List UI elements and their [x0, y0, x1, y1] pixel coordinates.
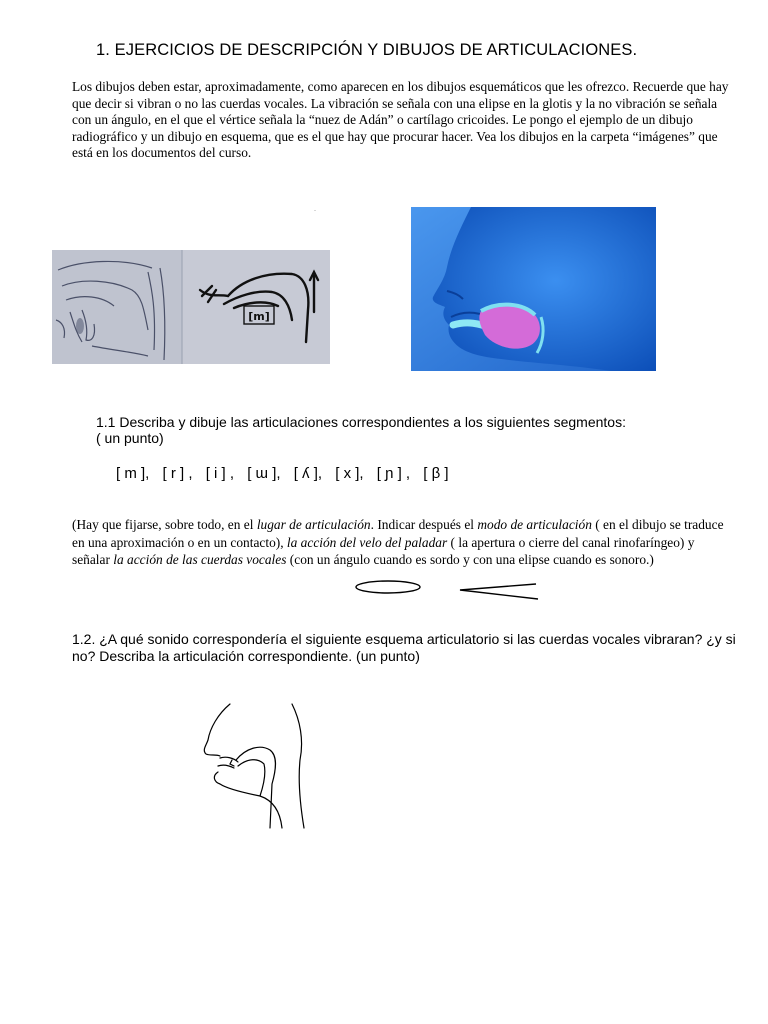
note-emphasis: lugar de articulación: [256, 517, 371, 532]
question-1-2-text: 1.2. ¿A qué sonido correspondería el siguiente esquema articulatorio si las cuerdas vocales vibraran? ¿y si no? Describa la articulación correspondiente. (un punto): [72, 631, 736, 664]
intro-paragraph: [72, 79, 732, 162]
instructions-note: [72, 516, 732, 569]
segment-item: [ i ] ,: [205, 465, 235, 482]
articulatory-schema-drawing: [200, 700, 310, 832]
note-part: (Hay que fijarse, sobre todo, en el: [72, 517, 257, 532]
segment-item: [ ɯ ],: [247, 465, 281, 482]
note-part: ( en el dibujo se traduce en una aproximación o en un contacto),: [72, 517, 724, 550]
segment-list: [116, 465, 576, 482]
segment-item: [ r ] ,: [162, 465, 193, 482]
question-1-2: [72, 631, 742, 665]
radiograph-and-schema-image: [52, 250, 330, 364]
question-1-1-text: 1.1 Describa y dibuje las articulaciones correspondientes a los siguientes segmentos:: [96, 414, 626, 430]
note-part: ( la apertura o cierre del canal rinofaríngeo) y señalar: [72, 534, 695, 567]
segment-item: [ β ]: [423, 465, 449, 482]
note-part: . Indicar después el: [370, 517, 478, 532]
note-text: [72, 516, 732, 569]
intro-text: Los dibujos deben estar, aproximadamente, como aparecen en los dibujos esquemáticos que les ofrezco. Recuerde que hay que decir si vibran o no las cuerdas vocales. La vibración se señala con una elipse en la glotis y la no vibración se señala con un ángulo, en el que el vértice señala la “nuez de Adán” o cartílago cricoides. Le pongo el ejemplo de un dibujo radiográfico y un dibujo en esquema, que es el que hay que procurar hacer. Vea los dibujos en la carpeta “imágenes” que está en los documentos del curso.: [72, 79, 729, 161]
xray-label: [m]: [248, 310, 270, 323]
head-profile-illustration: [411, 207, 656, 371]
segment-item: [ ʎ ],: [293, 465, 323, 482]
voiced-ellipse-symbol: [354, 578, 426, 596]
segment-item: [ m ],: [116, 465, 150, 482]
note-emphasis: la acción de las cuerdas vocales: [113, 552, 287, 567]
voiceless-angle-symbol: [456, 580, 542, 602]
note-part: (con un ángulo cuando es sordo y con una elipse cuando es sonoro.): [286, 552, 654, 567]
note-emphasis: la acción del velo del paladar: [286, 534, 448, 550]
question-1-1: [96, 414, 736, 446]
question-1-1-points: ( un punto): [96, 430, 164, 446]
document-title: 1. EJERCICIOS DE DESCRIPCIÓN Y DIBUJOS DE ARTICULACIONES.: [96, 41, 638, 59]
segment-item: [ x ],: [335, 465, 364, 482]
segment-item: [ ɲ ] ,: [376, 465, 411, 482]
stray-dot: .: [314, 204, 316, 213]
note-emphasis: modo de articulación: [477, 517, 592, 532]
